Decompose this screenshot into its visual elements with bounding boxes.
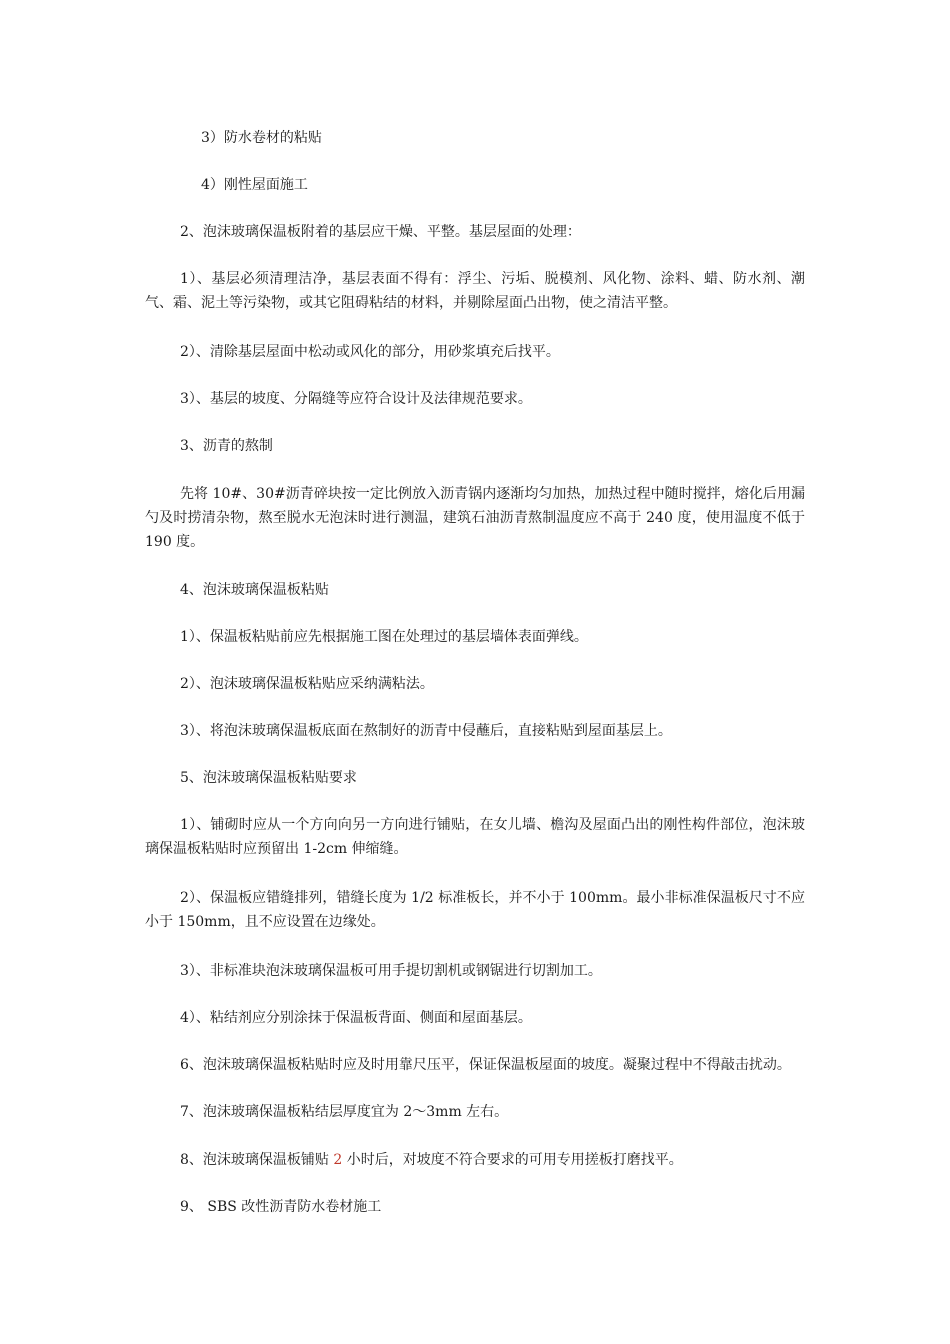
paragraph-item: 2）、泡沫玻璃保温板粘贴应采纳满粘法。: [180, 676, 434, 692]
paragraph-item: 3）、将泡沫玻璃保温板底面在熬制好的沥青中侵蘸后，直接粘贴到屋面基层上。: [180, 723, 672, 739]
paragraph-section-4: 4、泡沫玻璃保温板粘贴: [180, 582, 329, 598]
paragraph-text: 小时后，对坡度不符合要求的可用专用搓板打磨找平。: [346, 1152, 683, 1168]
paragraph-item: 1）、保温板粘贴前应先根据施工图在处理过的基层墙体表面弹线。: [180, 629, 588, 645]
paragraph-text: 8、泡沫玻璃保温板铺贴: [180, 1152, 329, 1168]
highlighted-number: 2: [333, 1152, 343, 1168]
paragraph-section-6: 6、泡沫玻璃保温板粘贴时应及时用靠尺压平，保证保温板屋面的坡度。凝聚过程中不得敲击扰动。: [180, 1057, 791, 1073]
paragraph-section-5: 5、泡沫玻璃保温板粘贴要求: [180, 770, 357, 786]
paragraph-item: 2）、保温板应错缝排列，错缝长度为 1/2 标准板长，并不小于 100mm。最小非标准保温板尺寸不应小于 150mm，且不应设置在边缘处。: [145, 890, 805, 930]
paragraph-item: 4）、粘结剂应分别涂抹于保温板背面、侧面和屋面基层。: [180, 1010, 532, 1026]
paragraph-sub-item: 4）刚性屋面施工: [201, 177, 308, 193]
paragraph-body: 先将 10#、30#沥青碎块按一定比例放入沥青锅内逐渐均匀加热，加热过程中随时搅拌，熔化后用漏勺及时捞清杂物，熬至脱水无泡沫时进行测温，建筑石油沥青熬制温度应不高于 240 度，使用温度不低于 190 度。: [145, 486, 805, 550]
paragraph-sub-item: 3）防水卷材的粘贴: [201, 130, 322, 146]
paragraph-section-7: 7、泡沫玻璃保温板粘结层厚度宜为 2～3mm 左右。: [180, 1104, 509, 1120]
paragraph-item: 2）、清除基层屋面中松动或风化的部分，用砂浆填充后找平。: [180, 344, 560, 360]
paragraph-section-9: 9、 SBS 改性沥青防水卷材施工: [180, 1199, 382, 1215]
paragraph-item: 1）、铺砌时应从一个方向向另一方向进行铺贴，在女儿墙、檐沟及屋面凸出的刚性构件部位，泡沫玻璃保温板粘贴时应预留出 1-2cm 伸缩缝。: [145, 817, 805, 857]
paragraph-item: 1）、基层必须清理洁净，基层表面不得有：浮尘、污垢、脱模剂、风化物、涂料、蜡、防水剂、潮气、霜、泥土等污染物，或其它阻碍粘结的材料，并剔除屋面凸出物，使之清洁平整。: [145, 271, 805, 311]
paragraph-section-3: 3、沥青的熬制: [180, 438, 273, 454]
paragraph-item: 3）、基层的坡度、分隔缝等应符合设计及法律规范要求。: [180, 391, 532, 407]
paragraph-section-8: [145, 1148, 805, 1172]
paragraph-section-2: 2、泡沫玻璃保温板附着的基层应干燥、平整。基层屋面的处理：: [180, 224, 581, 240]
paragraph-item: 3）、非标准块泡沫玻璃保温板可用手提切割机或钢锯进行切割加工。: [180, 963, 602, 979]
